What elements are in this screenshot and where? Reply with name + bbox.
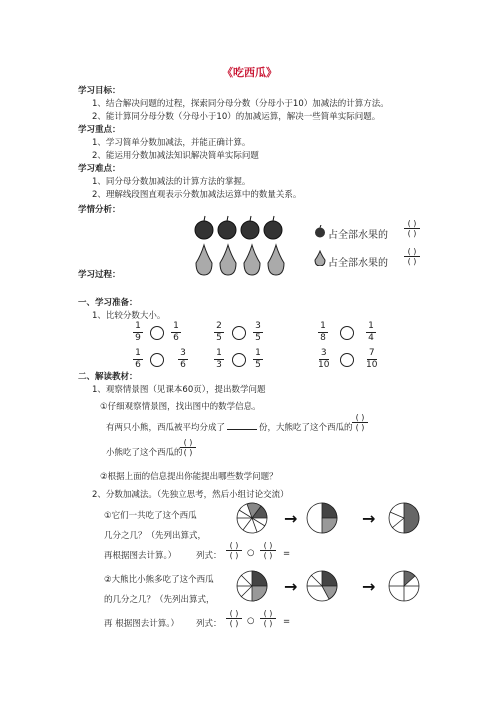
keys-item-1: 1、学习简单分数加减法，并能正确计算。 — [92, 138, 251, 148]
compare-circle[interactable] — [340, 353, 354, 367]
goals-item-2: 2、能计算同分母分数（分母小于10）的加减运算，解决一些简单实际问题。 — [92, 112, 381, 122]
pie-diagram-2 — [234, 568, 424, 604]
reading-item-1: 1、观察情景图（见课本60页），提出数学问题 — [92, 385, 266, 395]
apple-small-icon — [314, 225, 326, 238]
apple-fraction-blank: ( ) ( ) — [404, 219, 420, 238]
arrow-icon: → — [362, 577, 376, 596]
equals-sign: = — [283, 549, 291, 559]
fraction-blank[interactable]: ( ) ( ) — [352, 413, 368, 432]
keys-item-2: 2、能运用分数加减法知识解决简单实际问题 — [92, 151, 259, 161]
equals-sign: = — [283, 617, 291, 627]
page-title: 《吃西瓜》 — [222, 66, 277, 79]
difficulties-item-2: 2、理解线段图直观表示分数加减法运算中的数量关系。 — [92, 190, 302, 200]
q2-line-a: ②大熊比小熊多吃了这个西瓜 — [104, 575, 214, 585]
reading-heading: 二、解读教材： — [78, 372, 138, 382]
q2-line-b: 的几分之几？（先列出算式， — [104, 595, 215, 605]
pear-fraction-blank: ( ) ( ) — [404, 247, 420, 266]
answer-blank[interactable] — [227, 421, 257, 430]
fruit-illustration — [190, 215, 290, 277]
compare-circle[interactable] — [232, 353, 246, 367]
apple-icon — [195, 216, 282, 239]
reading-sub-1: ①仔细观察情景图，找出图中的数学信息。 — [100, 402, 261, 412]
pear-small-icon — [314, 250, 326, 266]
arrow-icon: → — [362, 509, 376, 528]
compare-circle[interactable] — [150, 353, 164, 367]
q2-line-c: 再 根据图去计算。） — [104, 619, 179, 629]
operator-circle[interactable]: ○ — [247, 616, 255, 626]
keys-heading: 学习重点： — [78, 125, 121, 135]
arrow-icon: → — [284, 577, 298, 596]
analysis-heading: 学情分析： — [78, 205, 121, 215]
operator-circle[interactable]: ○ — [247, 548, 255, 558]
q1-formula: 列式： — [196, 551, 222, 561]
pear-fraction-text: 占全部水果的 — [328, 258, 388, 269]
fraction-blank[interactable]: ( ) ( ) — [260, 609, 276, 628]
fraction-blank[interactable]: ( ) ( ) — [260, 541, 276, 560]
reading-sub-2: ②根据上面的信息提出你能提出哪些数学问题？ — [100, 472, 278, 482]
q1-line-c: 再根据图去计算。） — [104, 551, 177, 561]
difficulties-heading: 学习难点： — [78, 164, 121, 174]
reading-item-2: 2、分数加减法。（先独立思考，然后小组讨论交流） — [92, 490, 289, 500]
apple-fraction-text: 占全部水果的 — [328, 230, 388, 241]
q2-formula: 列式： — [196, 619, 222, 629]
arrow-icon: → — [284, 509, 298, 528]
q1-line-a: ①它们一共吃了这个西瓜 — [104, 511, 197, 521]
difficulties-item-1: 1、同分母分数加减法的计算方法的掌握。 — [92, 177, 251, 187]
goals-item-1: 1、结合解决问题的过程，探索同分母分数（分母小于10）加减法的计算方法。 — [92, 99, 389, 109]
fraction-blank[interactable]: ( ) ( ) — [226, 609, 242, 628]
reading-line-2: 小熊吃了这个西瓜的 — [106, 448, 183, 458]
compare-circle[interactable] — [340, 326, 354, 340]
pear-icon — [196, 245, 284, 275]
pie-diagram-1 — [234, 500, 424, 536]
process-heading: 学习过程： — [78, 270, 121, 280]
fraction-blank[interactable]: ( ) ( ) — [226, 541, 242, 560]
goals-heading: 学习目标： — [78, 86, 121, 96]
reading-line-1: 有两只小熊，西瓜被平均分成了 份，大熊吃了这个西瓜的 — [106, 423, 353, 433]
prep-heading: 一、学习准备： — [78, 298, 138, 308]
prep-item: 1、比较分数大小。 — [92, 311, 166, 321]
q1-line-b: 几分之几？（先列出算式， — [104, 531, 207, 541]
fraction-blank[interactable]: ( ) ( ) — [180, 438, 196, 457]
compare-circle[interactable] — [150, 326, 164, 340]
compare-circle[interactable] — [232, 326, 246, 340]
